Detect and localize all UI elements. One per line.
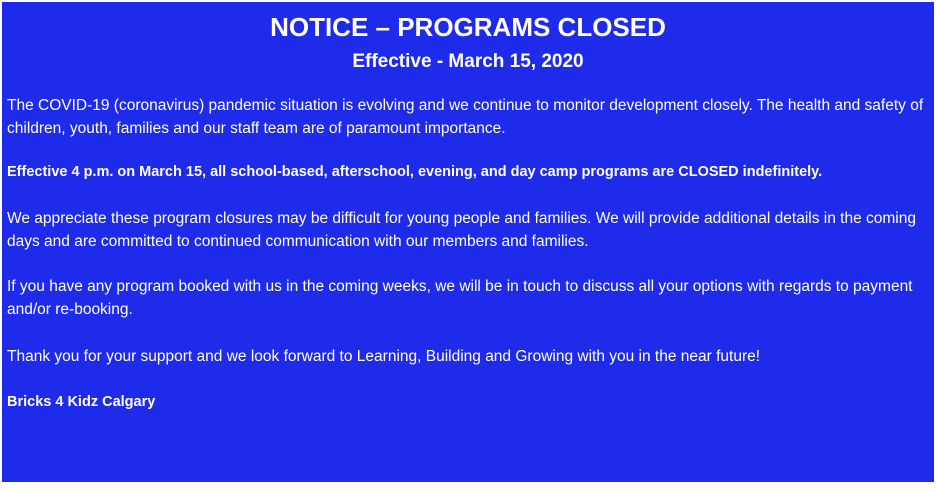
notice-panel	[2, 2, 934, 482]
paragraph-situation: The COVID-19 (coronavirus) pandemic situation is evolving and we continue to monitor development closely. The health and safety of children, youth, families and our staff team are of paramount importance.	[7, 97, 924, 137]
paragraph-booking-info: If you have any program booked with us in the coming weeks, we will be in touch to discuss all your options with regards to payment and/or re-booking.	[7, 278, 913, 318]
paragraph-thank-you: Thank you for your support and we look forward to Learning, Building and Growing with you in the near future!	[7, 348, 761, 365]
paragraph-closure-announcement: Effective 4 p.m. on March 15, all school-based, afterschool, evening, and day camp programs are CLOSED indefinitely.	[7, 164, 823, 180]
paragraph-additional-details: We appreciate these program closures may be difficult for young people and families. We will provide additional details in the coming days and are committed to continued communication with our members and families.	[7, 210, 916, 250]
signature: Bricks 4 Kidz Calgary	[7, 394, 156, 410]
notice-title: NOTICE – PROGRAMS CLOSED	[270, 12, 666, 42]
notice-effective-date: Effective - March 15, 2020	[352, 51, 584, 72]
